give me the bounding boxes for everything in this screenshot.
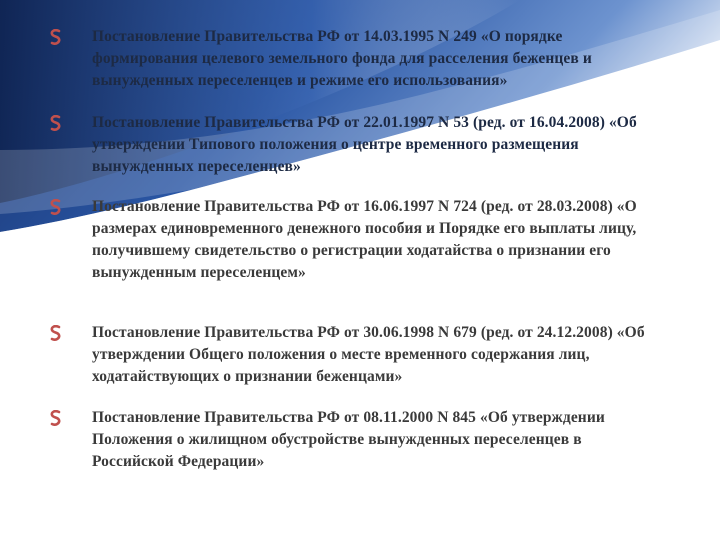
bullet-icon — [50, 115, 61, 131]
list-item — [60, 196, 650, 284]
item-text: Постановление Правительства РФ от 22.01.1997 N 53 (ред. от 16.04.2008) «Об утверждении Типового положения о центре временного размещения вынужденных переселенцев» — [92, 114, 637, 175]
item-text: Постановление Правительства РФ от 14.03.1995 N 249 «О порядке формирования целевого земельного фонда для расселения беженцев и вынужденных переселенцев и режиме его использования» — [92, 28, 592, 89]
bullet-icon — [50, 199, 61, 215]
item-text: Постановление Правительства РФ от 08.11.2000 N 845 «Об утверждении Положения о жилищном обустройстве вынужденных переселенцев в Российской Федерации» — [92, 409, 605, 470]
bullet-icon — [50, 29, 61, 45]
list-item — [60, 26, 650, 92]
list-item — [60, 112, 650, 178]
list-item — [60, 407, 650, 473]
bullet-icon — [50, 410, 61, 426]
item-text: Постановление Правительства РФ от 16.06.1997 N 724 (ред. от 28.03.2008) «О размерах единовременного денежного пособия и Порядке его выплаты лицу, получившему свидетельство о регистрации ходатайства о признании его вынужденным переселенцем» — [92, 198, 637, 281]
list-item — [60, 322, 650, 388]
bullet-icon — [50, 325, 61, 341]
item-text: Постановление Правительства РФ от 30.06.1998 N 679 (ред. от 24.12.2008) «Об утверждении Общего положения о месте временного содержания лиц, ходатайствующих о признании беженцами» — [92, 324, 645, 385]
